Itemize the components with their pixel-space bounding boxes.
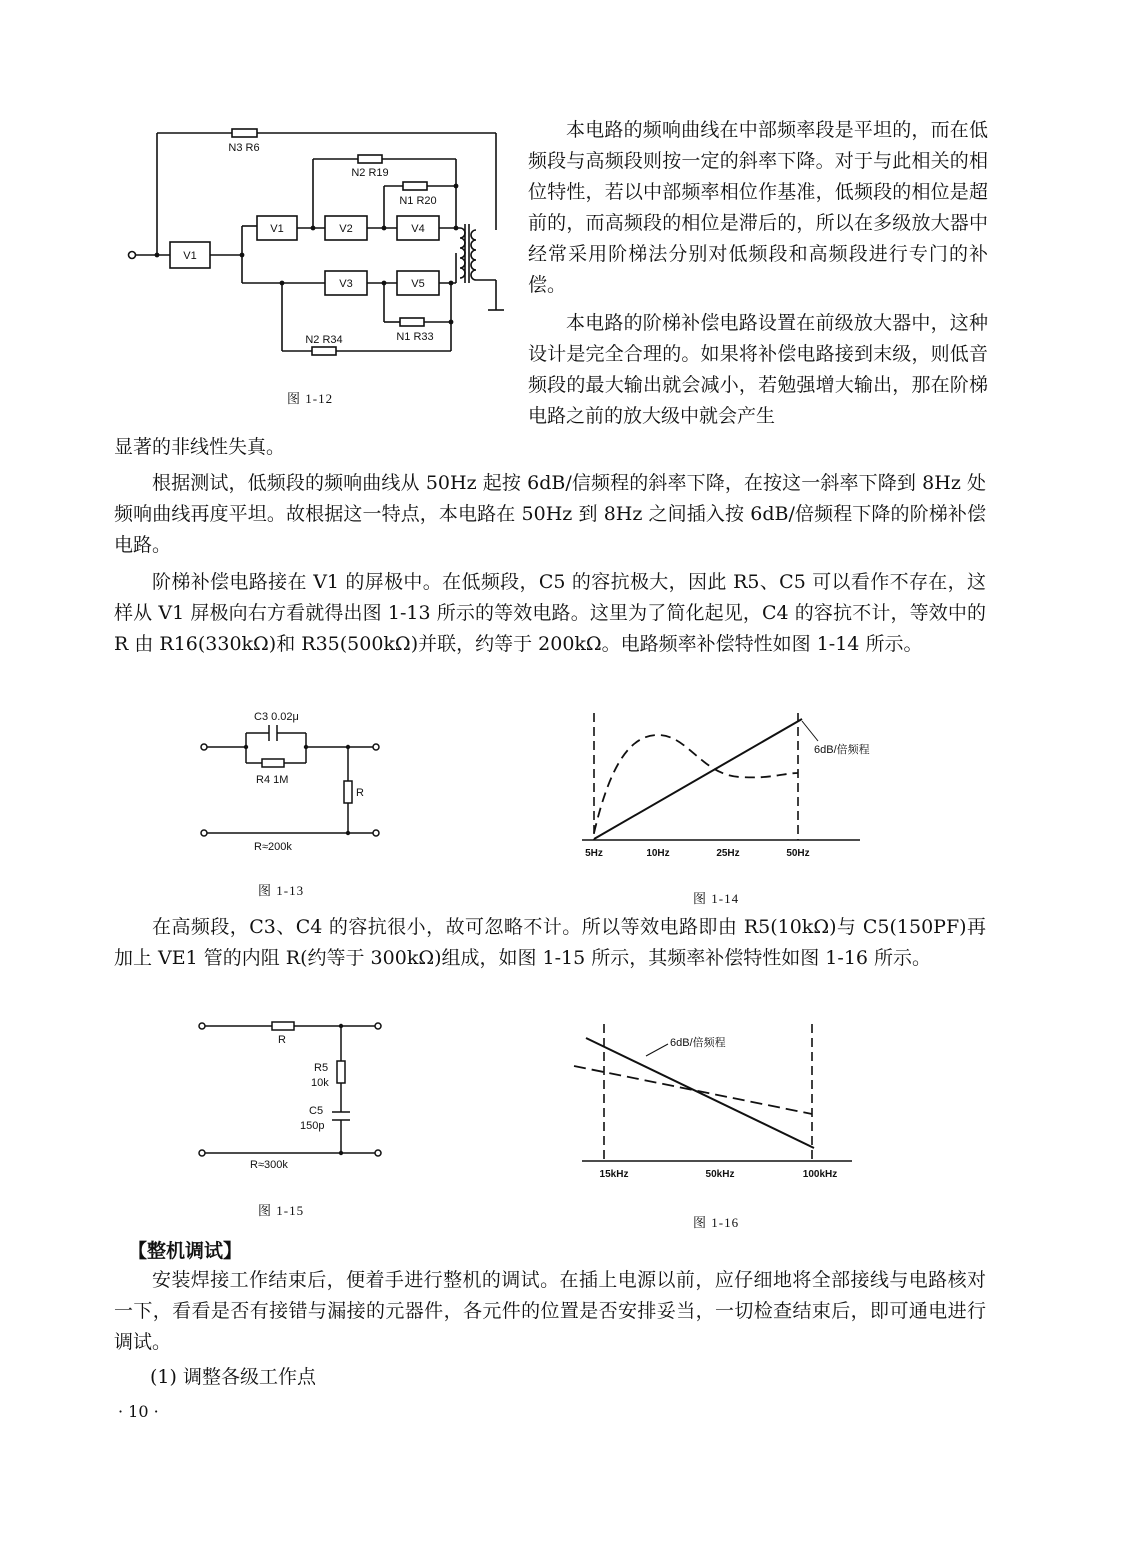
- label-c3: C3 0.02μ: [254, 711, 299, 723]
- figure-1-14-chart: [570, 705, 900, 865]
- block-v1: V1: [270, 223, 284, 235]
- paragraph-4: 阶梯补偿电路接在 V1 的屏极中。在低频段，C5 的容抗极大，因此 R5、C5 可以看作不存在，这样从 V1 屏极向右方看就得出图 1-13 所示的等效电路。这里为了简化起见，C4 的容抗不计，等效中的 R 由 R16(330kΩ)和 R35(500kΩ)并联，约等于 200kΩ。电路频率补偿特性如图 1-14 所示。: [114, 571, 986, 655]
- caption-fig-1-13: 图 1-13: [258, 883, 305, 898]
- label-n3-r6: N3 R6: [228, 142, 260, 154]
- block-v3: V3: [339, 278, 353, 290]
- tick-50hz: 50Hz: [786, 848, 810, 859]
- paragraph-3: 根据测试，低频段的频响曲线从 50Hz 起按 6dB/信频程的斜率下降，在按这一斜率下降到 8Hz 处频响曲线再度平坦。故根据这一特点，本电路在 50Hz 到 8Hz 之间插入按 6dB/倍频程下降的阶梯补偿电路。: [114, 472, 986, 556]
- label-n2-r19: N2 R19: [351, 167, 389, 179]
- page-number: · 10 ·: [118, 1402, 159, 1421]
- section-heading: 【整机调试】: [128, 1240, 243, 1262]
- label-n2-r34: N2 R34: [305, 334, 343, 346]
- label-c5: C5: [309, 1105, 324, 1117]
- tick-10hz: 10Hz: [646, 848, 670, 859]
- caption-fig-1-15: 图 1-15: [258, 1203, 305, 1218]
- label-slope-6db: 6dB/倍频程: [670, 1037, 726, 1049]
- block-v5: V5: [411, 278, 425, 290]
- tick-5hz: 5Hz: [585, 848, 603, 859]
- paragraph-1: 本电路的频响曲线在中部频率段是平坦的，而在低频段与高频段则按一定的斜率下降。对于与此相关的相位特性，若以中部频率相位作基准，低频段的相位是超前的，而高频段的相位是滞后的，所以在多级放大器中经常采用阶梯法分别对低频段和高频段进行专门的补偿。: [528, 119, 988, 296]
- label-r: R: [278, 1034, 286, 1046]
- paragraph-7: (1) 调整各级工作点: [150, 1366, 316, 1388]
- tick-15khz: 15kHz: [599, 1169, 629, 1180]
- label-r-equivalent: R≈300k: [250, 1159, 288, 1171]
- label-r-equivalent: R≈200k: [254, 841, 292, 853]
- paragraph-2: 本电路的阶梯补偿电路设置在前级放大器中，这种设计是完全合理的。如果将补偿电路接到末级，则低音频段的最大输出就会减小，若勉强增大输出，那在阶梯电路之前的放大级中就会产生: [528, 312, 988, 427]
- figure-1-16-chart: [570, 1016, 870, 1186]
- block-v4: V4: [411, 223, 425, 235]
- label-r4: R4 1M: [256, 774, 289, 786]
- caption-fig-1-14: 图 1-14: [693, 891, 740, 906]
- caption-fig-1-12: 图 1-12: [287, 391, 334, 406]
- tick-100khz: 100kHz: [802, 1169, 838, 1180]
- paragraph-5: 在高频段，C3、C4 的容抗很小，故可忽略不计。所以等效电路即由 R5(10kΩ)与 C5(150PF)再加上 VE1 管的内阻 R(约等于 300kΩ)组成，如图 1-15 所示，其频率补偿特性如图 1-16 所示。: [114, 916, 986, 969]
- label-r: R: [356, 787, 364, 799]
- label-c5-value: 150p: [300, 1120, 325, 1132]
- paragraph-6: 安装焊接工作结束后，便着手进行整机的调试。在插上电源以前，应仔细地将全部接线与电路核对一下，看看是否有接错与漏接的元器件，各元件的位置是否安排妥当，一切检查结束后，即可通电进行调试。: [114, 1269, 986, 1353]
- label-r5-value: 10k: [311, 1077, 329, 1089]
- figure-1-13-circuit: [198, 705, 388, 855]
- label-n1-r33: N1 R33: [396, 331, 434, 343]
- block-v2: V2: [339, 223, 353, 235]
- figure-1-12-diagram: [120, 118, 520, 368]
- tick-25hz: 25Hz: [716, 848, 740, 859]
- label-r5: R5: [314, 1062, 329, 1074]
- tick-50khz: 50kHz: [705, 1169, 735, 1180]
- figure-1-15-circuit: [196, 1016, 386, 1176]
- label-slope-6db: 6dB/倍频程: [814, 744, 870, 756]
- label-n1-r20: N1 R20: [399, 195, 437, 207]
- caption-fig-1-16: 图 1-16: [693, 1215, 740, 1230]
- paragraph-2-continued: 显著的非线性失真。: [114, 436, 286, 458]
- block-v1-input: V1: [183, 250, 197, 262]
